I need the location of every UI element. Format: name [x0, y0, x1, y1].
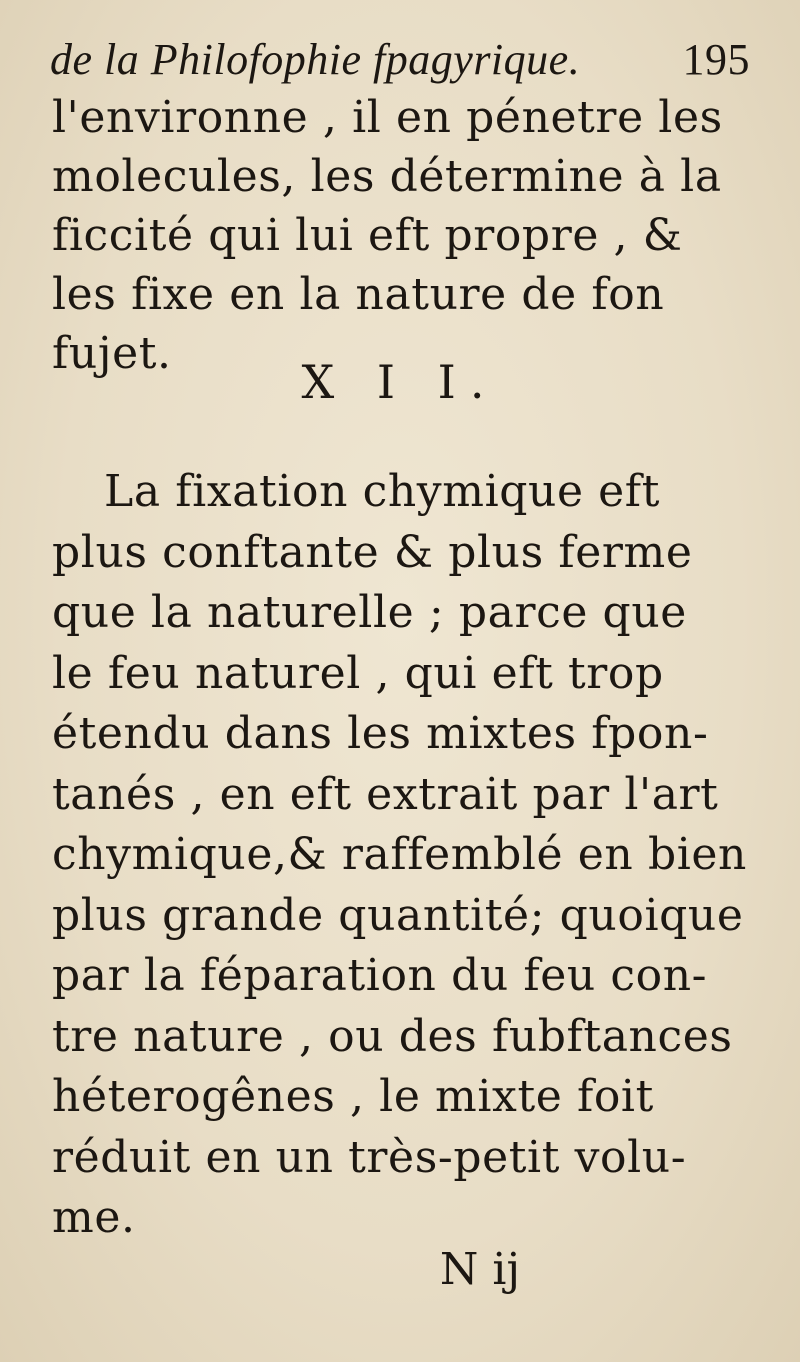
text-line: plus grande quantité; quoique: [52, 889, 744, 941]
text-line: tanés , en eft extrait par l'art: [52, 768, 719, 820]
paragraph-1: [52, 88, 752, 383]
text-line: l'environne , il en pénetre les: [52, 92, 723, 143]
text-line: héterogênes , le mixte foit: [52, 1071, 654, 1122]
text-line: me.: [52, 1192, 136, 1243]
text-line: chymique,& raffemblé en bien: [52, 829, 747, 880]
text-line: que la naturelle ; parce que: [52, 587, 687, 638]
section-number: X I I.: [301, 355, 499, 409]
paragraph-2: [52, 462, 752, 1249]
signature-mark: N ij: [439, 1244, 521, 1295]
text-line: les fixe en la nature de fon: [52, 269, 665, 320]
text-line: étendu dans les mixtes fpon-: [52, 708, 709, 759]
text-line: La fixation chymique eft: [104, 466, 660, 517]
text-line: réduit en un très-petit volu-: [52, 1131, 687, 1183]
running-head-title: de la Philofophie fpagyrique.: [50, 35, 581, 84]
text-line: par la féparation du feu con-: [52, 950, 708, 1001]
text-line: fujet.: [52, 328, 172, 379]
text-line: ficcité qui lui eft propre , &: [52, 210, 683, 261]
text-line: molecules, les détermine à la: [52, 151, 722, 202]
page-number: 195: [682, 35, 750, 84]
text-line: le feu naturel , qui eft trop: [52, 647, 664, 699]
text-line: plus conftante & plus ferme: [52, 526, 693, 578]
running-head: [50, 30, 750, 90]
text-line: tre nature , ou des fubftances: [52, 1010, 733, 1062]
